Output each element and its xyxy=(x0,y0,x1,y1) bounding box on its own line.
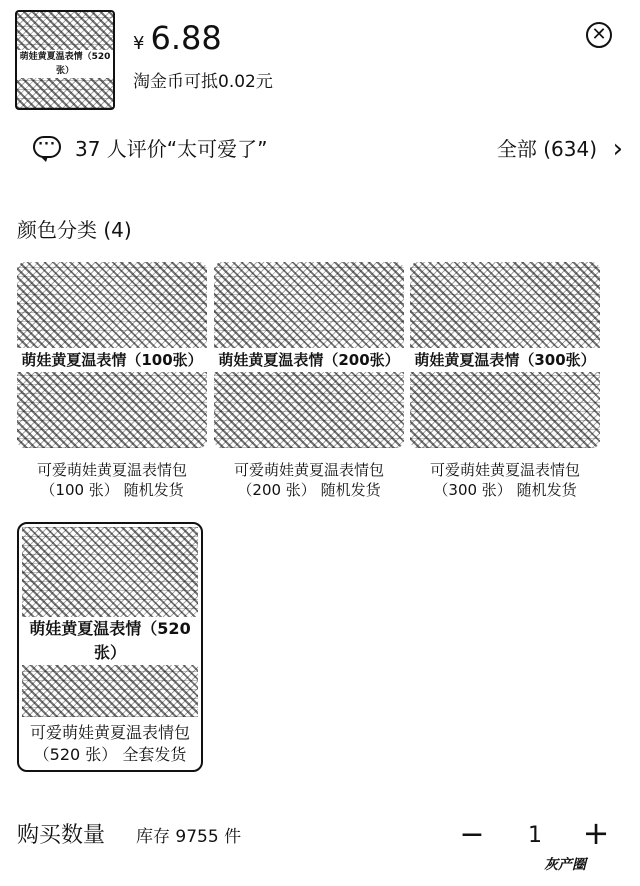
option-label-line1: 可爱萌娃黄夏温表情包 xyxy=(233,461,384,479)
chat-bubble-icon: ··· xyxy=(33,136,61,158)
reviews-row[interactable] xyxy=(33,132,625,168)
price-value: 6.88 xyxy=(150,19,222,57)
all-reviews-link[interactable]: 全部 (634) xyxy=(496,137,597,161)
quantity-value[interactable]: 1 xyxy=(528,823,542,848)
option-label-line2: （200 张） 随机发货 xyxy=(237,481,381,499)
option-image-caption: 萌娃黄夏温表情（300张） xyxy=(410,348,600,372)
option-card-100[interactable] xyxy=(17,262,207,502)
option-image-caption: 萌娃黄夏温表情（100张） xyxy=(17,348,207,372)
option-label-line2: （100 张） 随机发货 xyxy=(40,481,184,499)
coin-discount-note: 淘金币可抵0.02元 xyxy=(133,72,273,92)
thumbnail-caption: 萌娃黄夏温表情（520张） xyxy=(17,50,113,78)
option-label-line1: 可爱萌娃黄夏温表情包 xyxy=(429,461,580,479)
option-card-520[interactable] xyxy=(17,522,203,772)
option-image-caption: 萌娃黄夏温表情（520张） xyxy=(22,617,198,665)
close-icon: ✕ xyxy=(591,24,607,45)
option-card-200[interactable] xyxy=(214,262,404,502)
quantity-label: 购买数量 xyxy=(17,823,106,848)
option-label-line2: （300 张） 随机发货 xyxy=(433,481,577,499)
options-title: 颜色分类 (4) xyxy=(17,218,132,242)
price xyxy=(133,18,222,64)
review-summary: 37 人评价“太可爱了” xyxy=(75,137,268,161)
option-card-300[interactable] xyxy=(410,262,600,502)
currency-symbol: ¥ xyxy=(133,33,145,54)
decrease-quantity-button[interactable]: − xyxy=(459,817,485,852)
option-label-line1: 可爱萌娃黄夏温表情包 xyxy=(36,461,187,479)
close-button[interactable] xyxy=(586,22,612,48)
option-image-caption: 萌娃黄夏温表情（200张） xyxy=(214,348,404,372)
option-label-line1: 可爱萌娃黄夏温表情包 xyxy=(29,723,190,742)
option-label-line2: （520 张） 全套发货 xyxy=(33,745,187,764)
watermark: 灰产圈 xyxy=(544,857,586,873)
stock-count: 库存 9755 件 xyxy=(136,827,242,847)
option-label xyxy=(214,460,404,500)
option-image xyxy=(17,262,207,448)
option-label xyxy=(17,460,207,500)
option-label xyxy=(410,460,600,500)
chevron-right-icon: › xyxy=(612,134,623,164)
option-image xyxy=(410,262,600,448)
option-image xyxy=(214,262,404,448)
option-image xyxy=(22,527,198,717)
product-thumbnail xyxy=(15,10,115,110)
option-label xyxy=(19,722,201,766)
increase-quantity-button[interactable]: + xyxy=(582,814,610,852)
